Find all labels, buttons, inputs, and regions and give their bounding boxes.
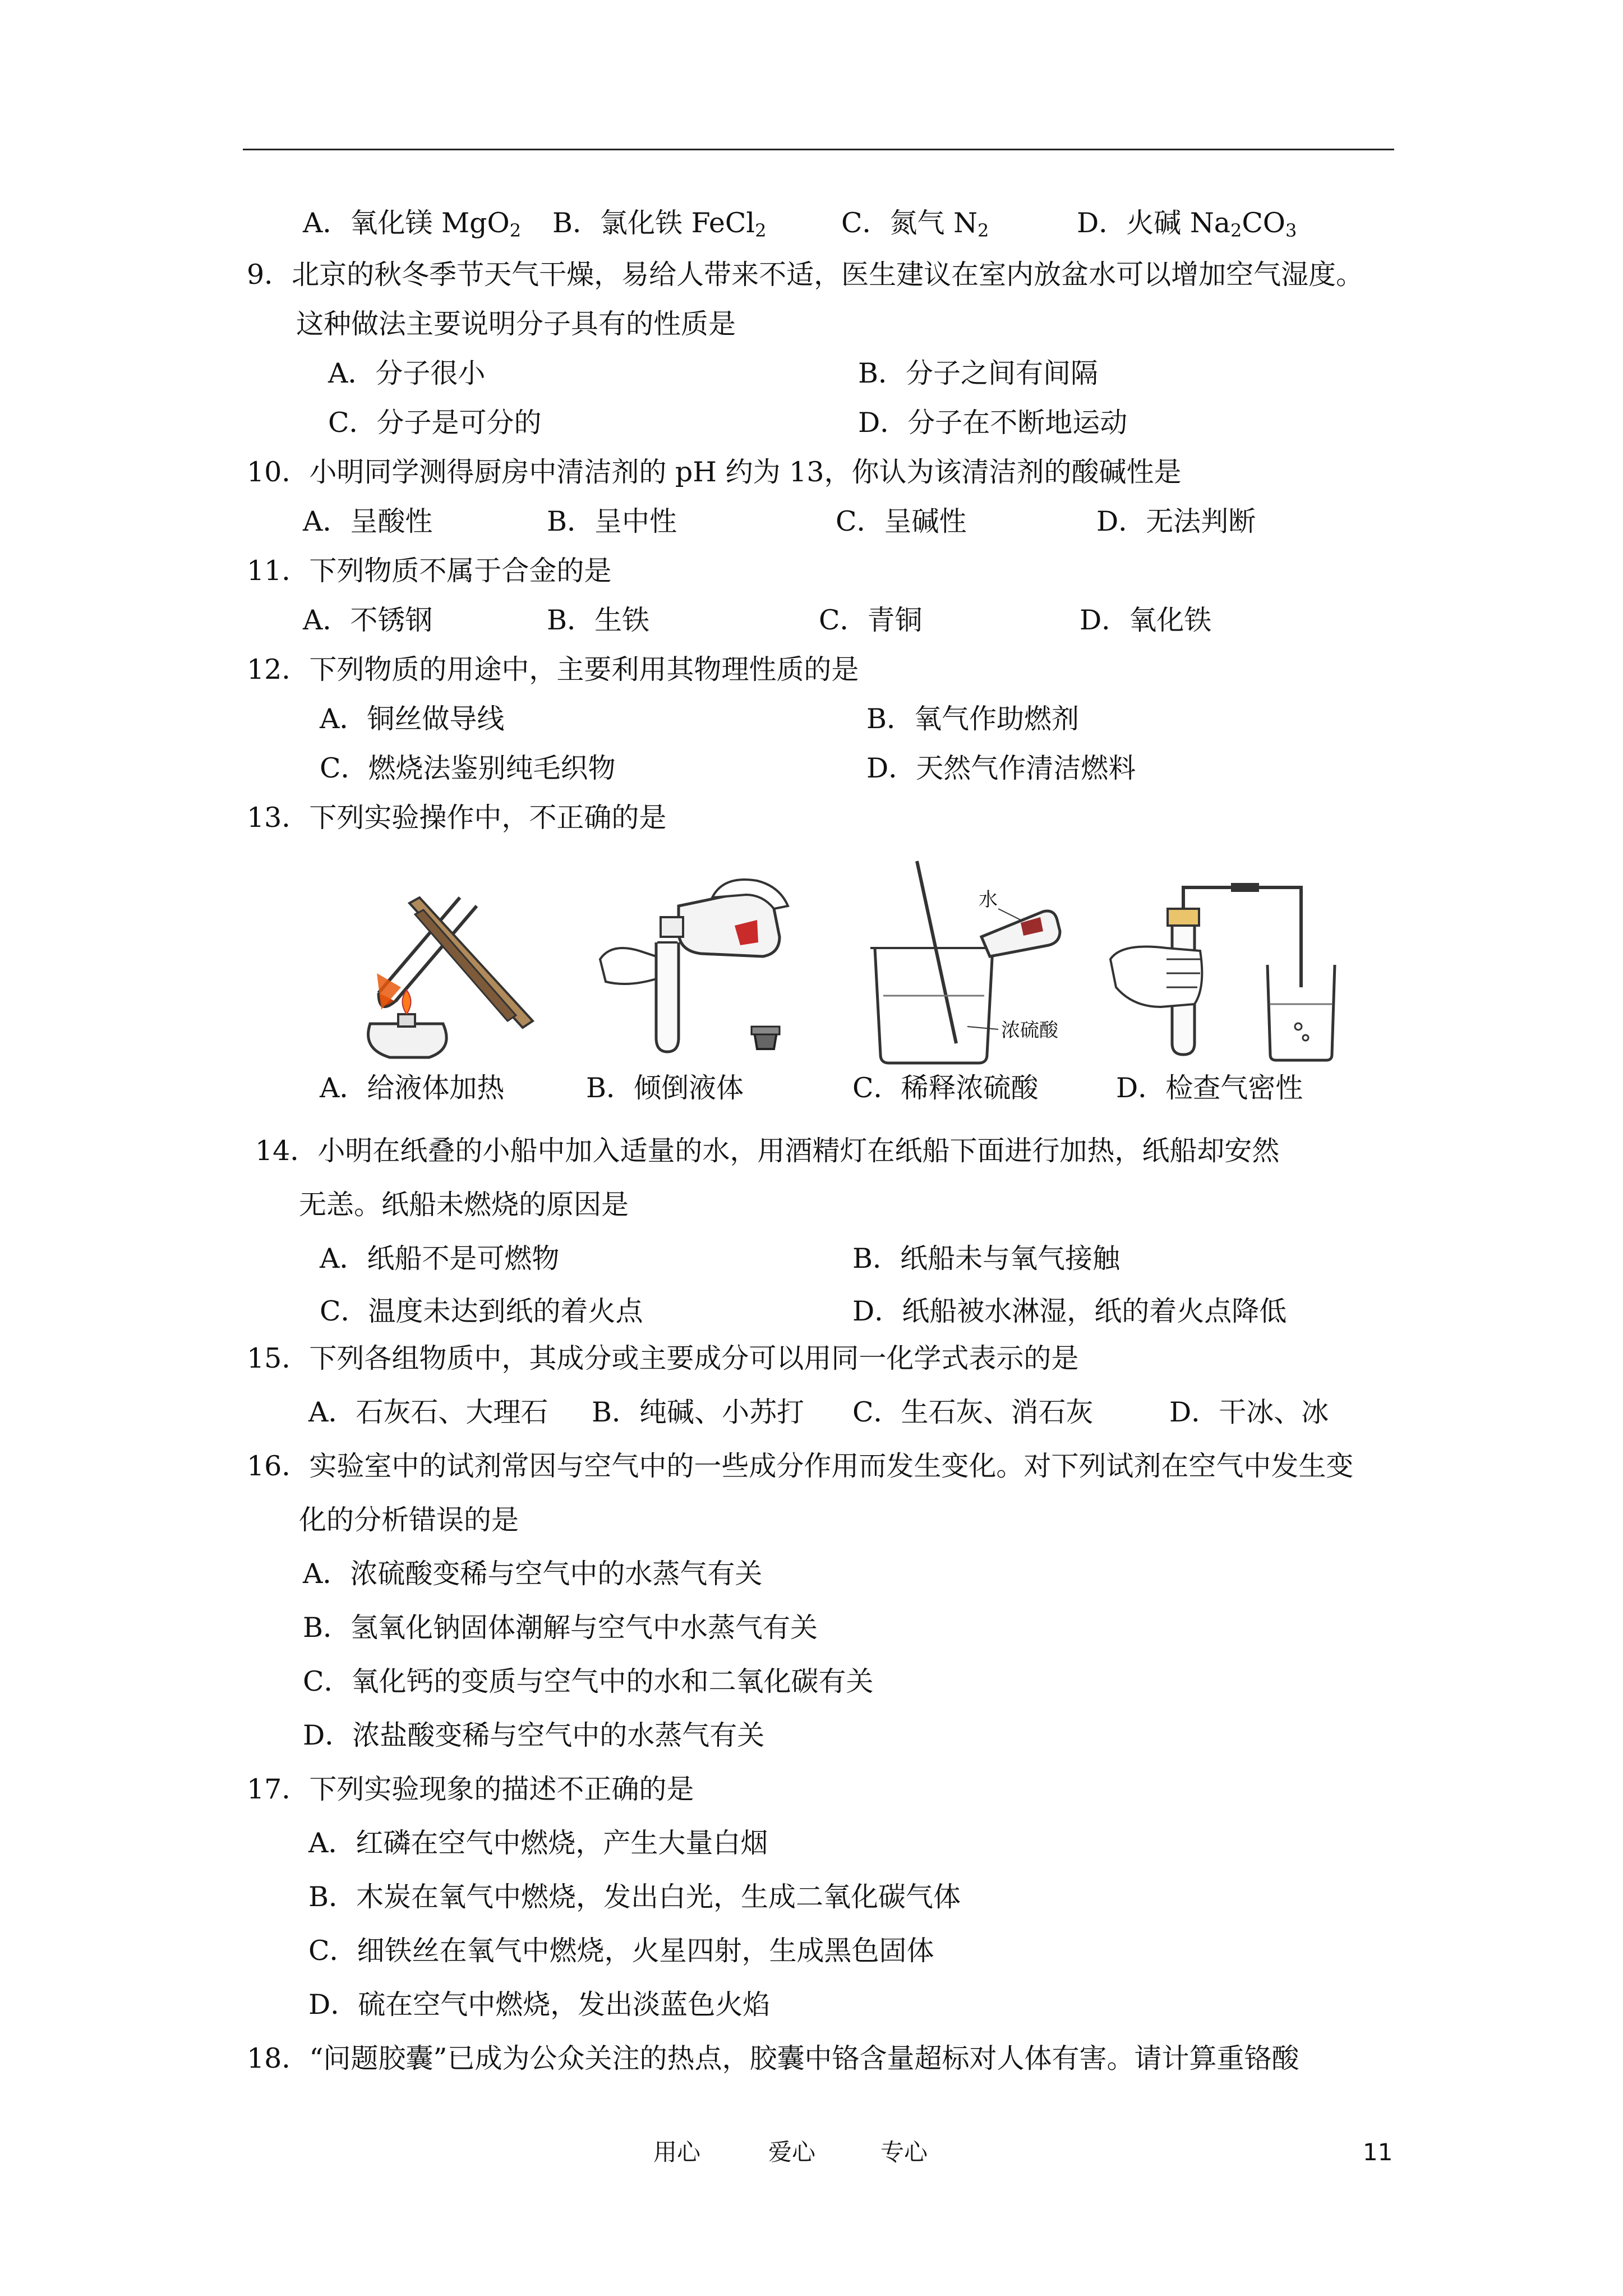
q12-option-d: D．天然气作清洁燃料 (866, 752, 1136, 784)
q13-option-b: B．倾倒液体 (586, 1072, 744, 1104)
q8-option-c: C．氮气 $N_2$ (841, 207, 989, 241)
figure-heating-liquid (348, 881, 538, 1066)
figure-diluting-acid (858, 858, 1105, 1071)
water-bottle-icon (981, 911, 1060, 956)
footer-motto-2: 爱心 (768, 2138, 816, 2166)
q9-option-b: B．分子之间有间隔 (858, 357, 1099, 389)
q14-option-c: C．温度未达到纸的着火点 (320, 1295, 643, 1327)
glass-rod-icon (917, 861, 956, 1043)
q18-stem: 18．“问题胶囊”已成为公众关注的热点，胶囊中铬含量超标对人体有害。请计算重铬酸 (247, 2042, 1299, 2074)
q16-option-d: D．浓盐酸变稀与空气中的水蒸气有关 (303, 1719, 765, 1751)
q9-option-d: D．分子在不断地运动 (858, 407, 1128, 439)
header-rule (243, 149, 1394, 150)
q9-stem-line1: 9．北京的秋冬季节天气干燥，易给人带来不适，医生建议在室内放盆水可以增加空气湿度。 (247, 259, 1364, 291)
q17-option-d: D．硫在空气中燃烧，发出淡蓝色火焰 (308, 1989, 771, 2021)
bottle-stopper-icon (751, 1027, 780, 1049)
q13-option-c: C．稀释浓硫酸 (852, 1072, 1039, 1104)
q15-option-c: C．生石灰、消石灰 (852, 1396, 1094, 1428)
q10-option-d: D．无法判断 (1096, 505, 1256, 537)
q12-option-b: B．氧气作助燃剂 (866, 703, 1080, 735)
q15-option-a: A．石灰石、大理石 (308, 1396, 548, 1428)
figure-airtightness (1105, 875, 1340, 1066)
q9-option-c: C．分子是可分的 (328, 407, 542, 439)
q13-stem: 13．下列实验操作中，不正确的是 (247, 802, 667, 834)
water-label: 水 (979, 889, 998, 911)
q17-option-c: C．细铁丝在氧气中燃烧，火星四射，生成黑色固体 (308, 1935, 934, 1967)
q14-option-a: A．纸船不是可燃物 (320, 1243, 560, 1274)
q17-stem: 17．下列实验现象的描述不正确的是 (247, 1773, 694, 1805)
q15-stem: 15．下列各组物质中，其成分或主要成分可以用同一化学式表示的是 (247, 1342, 1079, 1374)
beaker-icon (870, 948, 997, 1063)
q11-option-c: C．青铜 (819, 604, 923, 636)
q10-option-b: B．呈中性 (547, 505, 677, 537)
q13-option-a: A．给液体加热 (320, 1072, 505, 1104)
q14-stem-line1: 14．小明在纸叠的小船中加入适量的水，用酒精灯在纸船下面进行加热，纸船却安然 (255, 1135, 1280, 1167)
q8-option-b: B．氯化铁 FeCl$_2$ (552, 207, 767, 241)
q10-option-a: A．呈酸性 (303, 505, 433, 537)
hand-icon (1110, 947, 1202, 1007)
q12-option-c: C．燃烧法鉴别纯毛织物 (320, 752, 616, 784)
q8-option-a: A．氧化镁 MgO$_2$ (303, 207, 522, 241)
q16-stem-line2: 化的分析错误的是 (299, 1504, 519, 1536)
q8-option-d: D．火碱 $Na_2CO_3$ (1077, 207, 1297, 241)
page-number: 11 (1363, 2138, 1393, 2166)
footer-motto-1: 用心 (653, 2138, 701, 2166)
q15-option-b: B．纯碱、小苏打 (592, 1396, 805, 1428)
figure-pouring-liquid (594, 875, 808, 1066)
q11-stem: 11．下列物质不属于合金的是 (247, 555, 612, 587)
q11-option-b: B．生铁 (547, 604, 650, 636)
q17-option-a: A．红磷在空气中燃烧，产生大量白烟 (308, 1827, 768, 1859)
test-tube-icon (656, 942, 679, 1052)
q9-stem-line2: 这种做法主要说明分子具有的性质是 (296, 308, 736, 340)
q14-option-b: B．纸船未与氧气接触 (852, 1243, 1121, 1274)
q10-stem: 10．小明同学测得厨房中清洁剂的 pH 约为 13，你认为该清洁剂的酸碱性是 (247, 456, 1182, 488)
q10-option-c: C．呈碱性 (836, 505, 967, 537)
q16-option-c: C．氧化钙的变质与空气中的水和二氧化碳有关 (303, 1665, 874, 1697)
q14-stem-line2: 无恙。纸船未燃烧的原因是 (299, 1189, 629, 1221)
q13-option-d: D．检查气密性 (1116, 1072, 1303, 1104)
q9-option-a: A．分子很小 (328, 357, 486, 389)
q12-stem: 12．下列物质的用途中，主要利用其物理性质的是 (247, 654, 859, 685)
q11-option-a: A．不锈钢 (303, 604, 433, 636)
q12-option-a: A．铜丝做导线 (320, 703, 505, 735)
q16-option-a: A．浓硫酸变稀与空气中的水蒸气有关 (303, 1558, 763, 1590)
q15-option-d: D．干冰、冰 (1169, 1396, 1329, 1428)
q14-option-d: D．纸船被水淋湿，纸的着火点降低 (852, 1295, 1287, 1327)
q11-option-d: D．氧化铁 (1080, 604, 1212, 636)
q16-stem-line1: 16．实验室中的试剂常因与空气中的一些成分作用而发生变化。对下列试剂在空气中发生变 (247, 1450, 1354, 1482)
footer-motto-3: 专心 (880, 2138, 928, 2166)
acid-label: 浓硫酸 (1001, 1019, 1058, 1042)
q17-option-b: B．木炭在氧气中燃烧，发出白光，生成二氧化碳气体 (308, 1881, 961, 1913)
q16-option-b: B．氢氧化钠固体潮解与空气中水蒸气有关 (303, 1612, 818, 1644)
